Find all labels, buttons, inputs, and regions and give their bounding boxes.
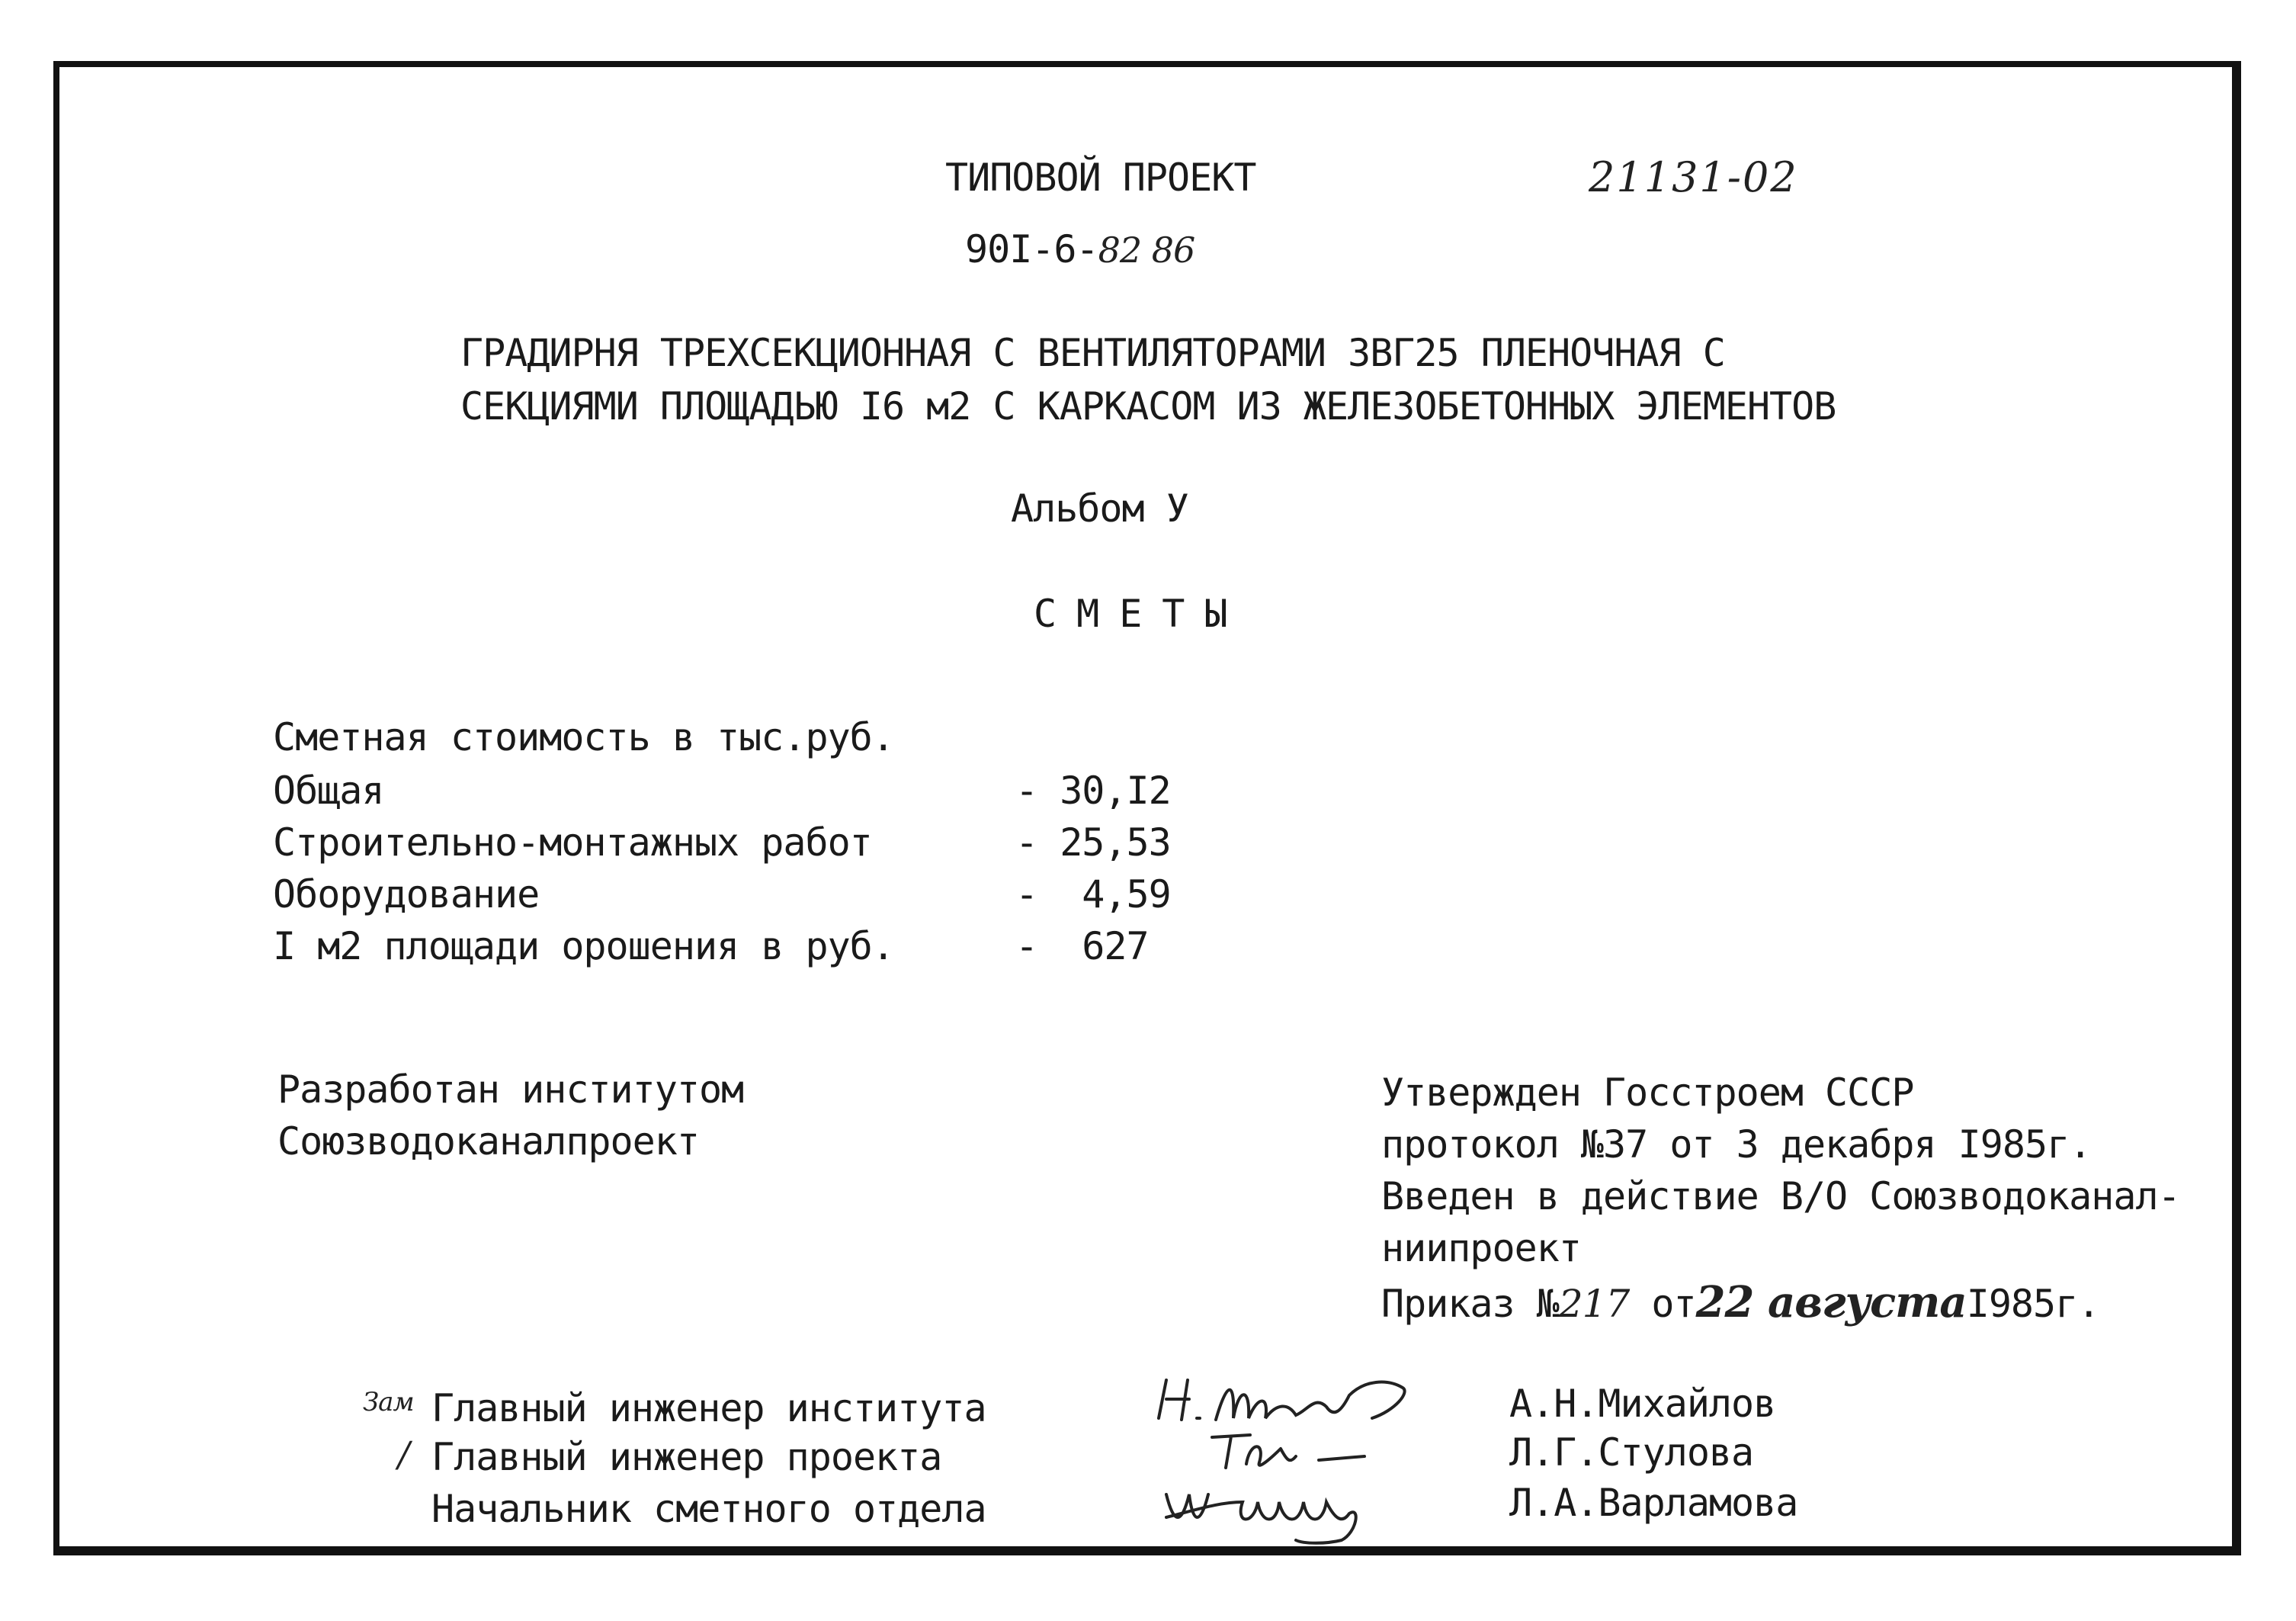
cost-value-equipment: - 4,59	[1015, 872, 1171, 916]
order-year: I985г.	[1966, 1282, 2100, 1326]
costs-heading: Сметная стоимость в тыс.руб.	[273, 715, 894, 759]
approval-line-5	[1381, 1277, 2100, 1327]
developer-line-1: Разработан институтом	[277, 1067, 744, 1112]
project-code-handwritten: 82 86	[1098, 230, 1195, 271]
signatory-title-2: Главный инженер проекта	[431, 1435, 942, 1479]
project-code	[965, 227, 1195, 271]
project-code-printed: 90I-6-	[965, 227, 1098, 271]
cost-label-total: Общая	[273, 769, 384, 813]
signatory-name-2: Л.Г.Стулова	[1509, 1430, 1754, 1475]
signatory-title-1: Главный инженер института	[431, 1386, 986, 1430]
order-label: Приказ №	[1381, 1282, 1559, 1326]
slash-prefix-handwritten: /	[398, 1433, 409, 1475]
title-line-2: СЕКЦИЯМИ ПЛОЩАДЬЮ I6 м2 С КАРКАСОМ ИЗ ЖЕЛЕЗОБЕТОННЫХ ЭЛЕМЕНТОВ	[460, 384, 1836, 429]
signatory-name-3: Л.А.Варламова	[1509, 1481, 1798, 1525]
signature-varlamova	[1151, 1472, 1395, 1548]
cost-label-equipment: Оборудование	[273, 872, 540, 916]
doc-number-handwritten: 21131-02	[1589, 153, 1798, 201]
signatory-title-3: Начальник сметного отдела	[431, 1487, 986, 1531]
developer-line-2: Союзводоканалпроект	[277, 1119, 699, 1164]
approval-line-4: ниипроект	[1381, 1226, 1581, 1270]
section-title: СМЕТЫ	[1034, 592, 1248, 636]
cost-label-construction: Строительно-монтажных работ	[273, 820, 872, 865]
signature-mikhailov	[1143, 1365, 1433, 1433]
album-label: Альбом У	[1011, 486, 1188, 531]
approval-line-2: протокол №37 от 3 декабря I985г.	[1381, 1122, 2092, 1167]
order-number-handwritten: 217	[1558, 1282, 1630, 1326]
order-from-label: от	[1651, 1282, 1696, 1326]
cost-label-per-m2: I м2 площади орошения в руб.	[273, 924, 894, 968]
title-line-1: ГРАДИРНЯ ТРЕХСЕКЦИОННАЯ С ВЕНТИЛЯТОРАМИ ЗВГ25 ПЛЕНОЧНАЯ С	[460, 331, 1725, 375]
order-date-handwritten: 22 августа	[1695, 1277, 1967, 1327]
signatory-name-1: А.Н.Михайлов	[1509, 1382, 1776, 1426]
deputy-prefix-handwritten: Зам	[363, 1387, 414, 1417]
cost-value-construction: - 25,53	[1015, 820, 1171, 865]
cost-value-total: - 30,I2	[1015, 769, 1171, 813]
cost-value-per-m2: - 627	[1015, 924, 1149, 968]
project-type: ТИПОВОЙ ПРОЕКТ	[945, 156, 1256, 200]
approval-line-3: Введен в действие В/О Союзводоканал-	[1381, 1174, 2180, 1218]
approval-line-1: Утвержден Госстроем СССР	[1381, 1071, 1914, 1115]
